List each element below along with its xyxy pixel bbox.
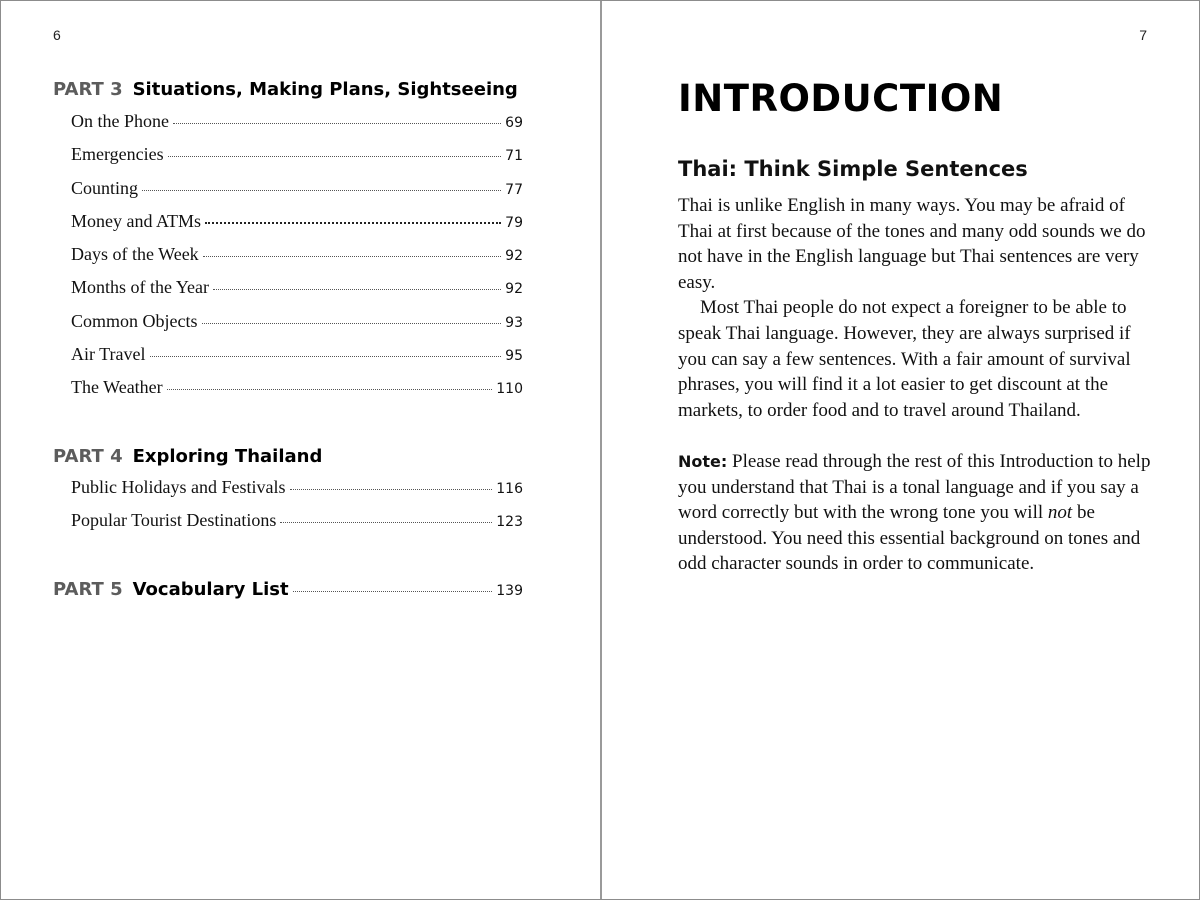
part5-title: Vocabulary List: [132, 579, 289, 600]
page-number-left: 6: [53, 27, 61, 43]
toc-entry[interactable]: [71, 244, 523, 277]
note-text-before: Please read through the rest of this Introduction to help you understand that Thai is a tonal language and if you say a word correctly but with the wrong tone you will: [678, 450, 1151, 524]
toc-entry[interactable]: [71, 344, 523, 377]
toc-leader-dots: [290, 489, 493, 490]
part4-label: PART 4: [53, 446, 123, 467]
chapter-title: INTRODUCTION: [678, 77, 1004, 120]
part3-heading: [53, 79, 518, 100]
toc-entry[interactable]: [71, 144, 523, 177]
toc-entry-title: Air Travel: [71, 344, 146, 365]
note-emphasis: not: [1047, 502, 1073, 524]
toc-entry-page: 123: [496, 514, 523, 531]
toc-entry[interactable]: [71, 510, 523, 543]
toc-entry-title: Emergencies: [71, 144, 164, 165]
note-text-after: be understood. You need this essential background on tones and odd character sounds in order to communicate.: [678, 502, 1141, 575]
note-label: Note:: [678, 451, 728, 471]
toc-entry[interactable]: [71, 178, 523, 211]
toc-leader-dots: [203, 256, 501, 257]
right-page: [602, 1, 1199, 899]
toc-leader-dots: [167, 389, 493, 390]
toc-leader-dots: [293, 591, 493, 592]
toc-entry-title: Counting: [71, 177, 139, 198]
toc-entry-title: Money and ATMs: [71, 210, 201, 231]
toc-entry-page: 95: [505, 348, 523, 365]
toc-entry-page: 116: [496, 481, 523, 497]
toc-entry-page: 93: [505, 314, 523, 331]
toc-leader-dots: [213, 289, 501, 290]
toc-entry-page: 79: [505, 214, 523, 231]
toc-entry[interactable]: [71, 477, 523, 510]
part3-label: PART 3: [53, 79, 123, 100]
toc-entry-page: 110: [496, 381, 523, 398]
toc-entry-title: Days of the Week: [71, 244, 199, 265]
toc-leader-dots: [150, 356, 502, 357]
paragraph: Most Thai people do not expect a foreigner to be able to speak Thai language. However, they are always surprised if you can say a few sentences. With a fair amount of survival phrases, you will find it a lot easier to get discount at the markets, to order food and to travel around Thailand.: [678, 297, 1131, 421]
toc-entry-page: 139: [496, 583, 523, 599]
toc-entry[interactable]: [71, 277, 523, 310]
toc-leader-dots: [168, 156, 502, 157]
toc-entry-page: 69: [505, 115, 523, 131]
toc-entry-title: The Weather: [71, 377, 163, 398]
toc-entry-title: Public Holidays and Festivals: [71, 477, 286, 497]
toc-entry-title: On the Phone: [71, 111, 169, 131]
part4-heading: [53, 446, 322, 467]
toc-entry-page: 92: [505, 281, 523, 298]
page-number-right: 7: [1139, 27, 1147, 43]
toc-entry[interactable]: [71, 377, 523, 410]
part5-label: PART 5: [53, 579, 123, 600]
toc-entry-title: Months of the Year: [71, 277, 209, 298]
left-page: [1, 1, 600, 899]
toc-entry-title: Popular Tourist Destinations: [71, 510, 277, 531]
toc-leader-dots: [173, 123, 501, 124]
toc-leader-dots: [202, 323, 502, 324]
section-heading: Thai: Think Simple Sentences: [678, 157, 1028, 181]
body-text: [678, 193, 1158, 577]
toc-leader-dots: [205, 222, 501, 224]
toc-leader-dots: [280, 522, 492, 523]
toc-entry[interactable]: [71, 211, 523, 244]
paragraph: Thai is unlike English in many ways. You may be afraid of Thai at first because of the tones and many odd sounds we do not have in the English language but Thai sentences are very easy.: [678, 195, 1146, 293]
toc-entry-page: 77: [505, 181, 523, 198]
toc-entry[interactable]: [71, 111, 523, 144]
toc-entry[interactable]: [71, 311, 523, 344]
toc-entry-page: 92: [505, 248, 523, 265]
part5-heading: [53, 579, 289, 600]
note-paragraph: [678, 449, 1158, 577]
part3-title: Situations, Making Plans, Sightseeing: [132, 79, 518, 100]
part3-toc-list: [71, 111, 523, 411]
toc-entry-page: 71: [505, 148, 523, 165]
part4-toc-list: [71, 477, 523, 544]
toc-entry-title: Common Objects: [71, 310, 198, 331]
toc-leader-dots: [142, 190, 501, 191]
part5-toc-entry[interactable]: [53, 579, 523, 600]
part4-title: Exploring Thailand: [132, 446, 323, 467]
